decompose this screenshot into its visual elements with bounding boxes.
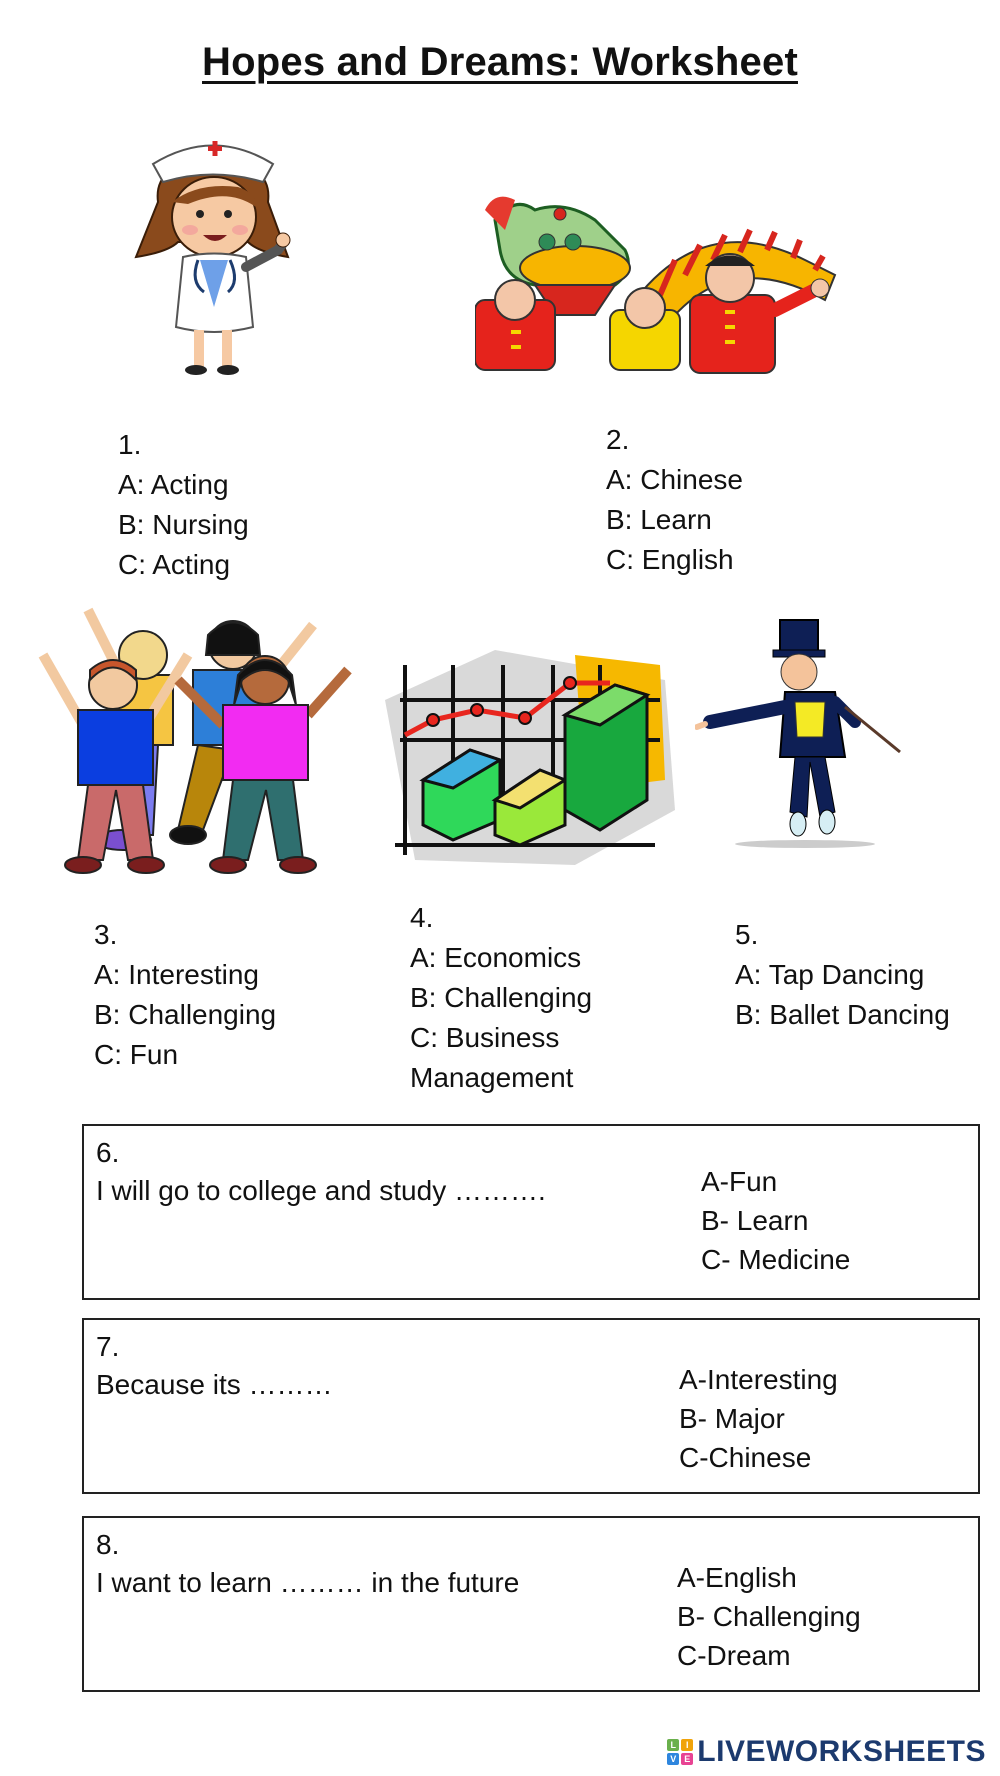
- question-3: [94, 915, 276, 1075]
- option-c[interactable]: C-Dream: [677, 1640, 791, 1671]
- question-number: 3.: [94, 919, 118, 950]
- logo-tiles-icon: L I V E: [667, 1739, 693, 1765]
- options: [701, 1162, 850, 1279]
- options: [677, 1558, 861, 1675]
- question-6-box: [82, 1124, 980, 1300]
- question-number: 4.: [410, 902, 434, 933]
- option-a[interactable]: A: Tap Dancing: [735, 959, 925, 990]
- option-c[interactable]: C: English: [606, 544, 734, 575]
- option-a[interactable]: A: Acting: [118, 469, 229, 500]
- option-c-continued[interactable]: Management: [410, 1062, 574, 1093]
- question-number: 2.: [606, 424, 630, 455]
- option-b[interactable]: B: Challenging: [94, 999, 277, 1030]
- question-number: 5.: [735, 919, 759, 950]
- brand-name: LIVEWORKSHEETS: [697, 1735, 986, 1768]
- option-b[interactable]: B: Ballet Dancing: [735, 999, 950, 1030]
- option-b[interactable]: B: Learn: [606, 504, 712, 535]
- option-c[interactable]: C- Medicine: [701, 1244, 851, 1275]
- question-8-box: [82, 1516, 980, 1692]
- question-7-box: [82, 1318, 980, 1494]
- option-a[interactable]: A-Fun: [701, 1166, 778, 1197]
- option-b[interactable]: B- Learn: [701, 1205, 809, 1236]
- question-stem: Because its ………: [96, 1369, 333, 1400]
- option-c[interactable]: C-Chinese: [679, 1442, 812, 1473]
- option-a[interactable]: A-English: [677, 1562, 797, 1593]
- option-c[interactable]: C: Business: [410, 1022, 560, 1053]
- question-1: [118, 425, 249, 585]
- option-b[interactable]: B: Nursing: [118, 509, 249, 540]
- question-5: [735, 915, 950, 1035]
- option-c[interactable]: C: Fun: [94, 1039, 179, 1070]
- question-stem: I want to learn ……… in the future: [96, 1567, 520, 1598]
- option-b[interactable]: B- Major: [679, 1403, 785, 1434]
- question-number: 6.: [96, 1137, 120, 1168]
- cheering-kids-illustration: [28, 600, 363, 875]
- nurse-illustration: [128, 132, 298, 377]
- question-number: 1.: [118, 429, 142, 460]
- option-a[interactable]: A-Interesting: [679, 1364, 838, 1395]
- option-a[interactable]: A: Economics: [410, 942, 582, 973]
- option-b[interactable]: B: Challenging: [410, 982, 593, 1013]
- options: [679, 1360, 838, 1477]
- option-b[interactable]: B- Challenging: [677, 1601, 861, 1632]
- money-growth-chart-illustration: [375, 640, 680, 870]
- option-a[interactable]: A: Interesting: [94, 959, 259, 990]
- dragon-dance-illustration: [475, 190, 850, 375]
- page-title: Hopes and Dreams: Worksheet: [202, 40, 798, 84]
- question-4: [410, 898, 592, 1098]
- question-2: [606, 420, 743, 580]
- tap-dancer-illustration: [695, 612, 905, 852]
- option-a[interactable]: A: Chinese: [606, 464, 743, 495]
- question-stem: I will go to college and study ……….: [96, 1175, 546, 1206]
- question-number: 7.: [96, 1331, 120, 1362]
- question-number: 8.: [96, 1529, 120, 1560]
- option-c[interactable]: C: Acting: [118, 549, 231, 580]
- liveworksheets-logo[interactable]: [667, 1736, 986, 1768]
